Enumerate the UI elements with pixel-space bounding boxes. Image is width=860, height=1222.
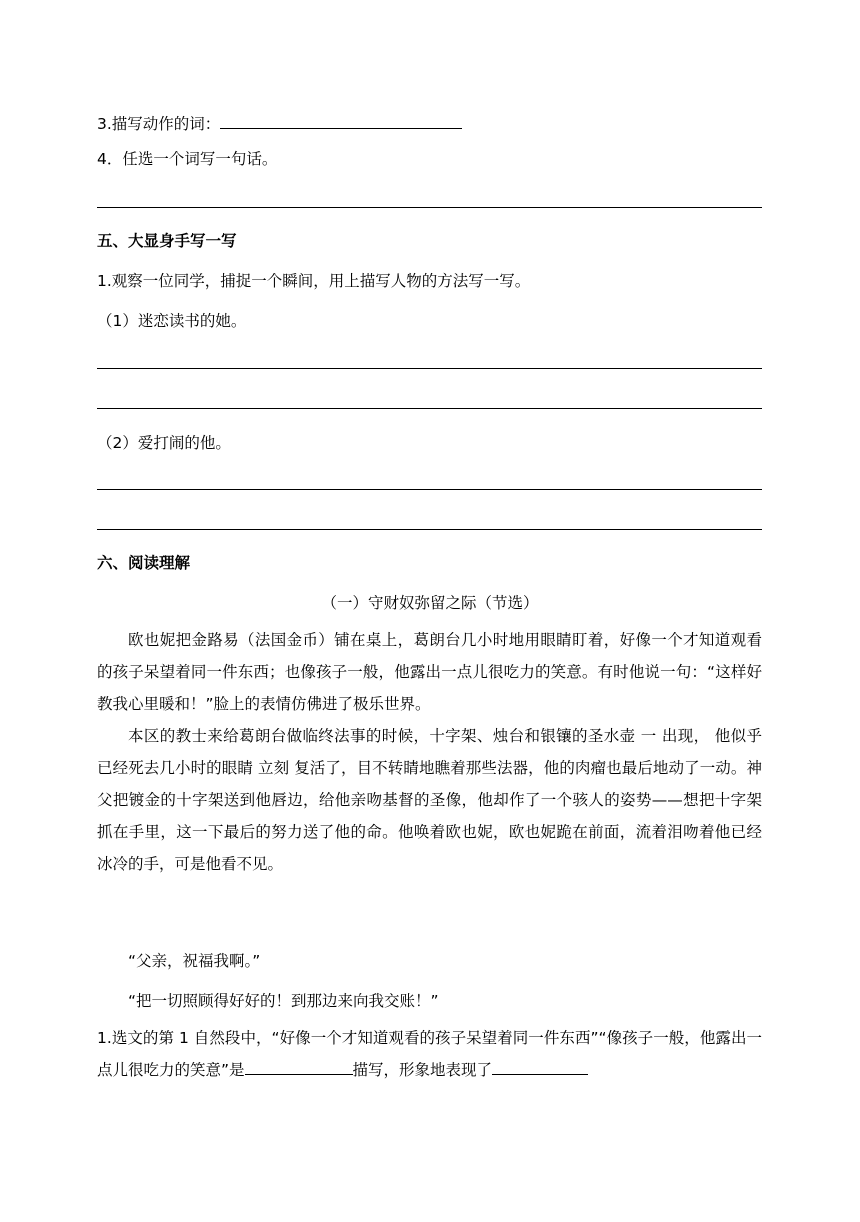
question-3-answer-blank[interactable] — [220, 110, 462, 129]
passage-paragraph-1: 欧也妮把金路易（法国金币）铺在桌上，葛朗台几小时地用眼睛盯着，好像一个才知道观看的孩子呆望着同一件东西；也像孩子一般，他露出一点儿很吃力的笑意。有时他说一句：“这样好教我心里暖和！”脸上的表情仿佛进了极乐世界。 — [97, 631, 762, 713]
question-3 — [97, 110, 462, 135]
reading-question-1-text-a: 1.选文的第 1 自然段中，“好像一个才知道观看的孩子呆望着同一件东西”“像孩子一般，他露出一点儿很吃力的笑意”是 — [97, 1029, 762, 1079]
item-1-answer-line-1[interactable] — [97, 368, 762, 369]
reading-question-1-blank-1[interactable] — [245, 1056, 353, 1075]
section-5-item-1: （1）迷恋读书的她。 — [97, 312, 247, 330]
reading-question-1-blank-2[interactable] — [492, 1056, 588, 1075]
reading-question-1-text-b: 描写，形象地表现了 — [352, 1061, 493, 1079]
question-4 — [97, 148, 277, 170]
item-1-answer-line-2[interactable] — [97, 408, 762, 409]
passage-paragraph-4: “把一切照顾得好好的！到那边来向我交账！” — [128, 992, 439, 1010]
section-6-heading: 六、阅读理解 — [97, 554, 191, 572]
question-4-label: 4．任选一个词写一句话。 — [97, 150, 278, 168]
question-3-label: 3.描写动作的词： — [97, 115, 221, 133]
reading-question-1 — [97, 1022, 762, 1086]
passage-paragraph-2: 本区的教士来给葛朗台做临终法事的时候，十字架、烛台和银镶的圣水壶 一 出现， 他似乎 已经死去几小时的眼睛 立刻 复活了，目不转睛地瞧着那些法器，他的肉瘤也最后地动了一动。神父把镀金的十字架送到他唇边，给他亲吻基督的圣像，他却作了一个骇人的姿势——想把十字架抓在手里，这一下最后的努力送了他的命。他唤着欧也妮，欧也妮跪在前面，流着泪吻着他已经冰冷的手，可是他看不见。 — [97, 727, 762, 873]
item-2-answer-line-2[interactable] — [97, 529, 762, 530]
section-5-item-2: （2）爱打闹的他。 — [97, 434, 231, 452]
passage-title: （一）守财奴弥留之际（节选） — [321, 594, 539, 612]
question-4-answer-line[interactable] — [97, 207, 762, 208]
passage-paragraph-3: “父亲，祝福我啊。” — [128, 952, 261, 970]
section-5-question-1: 1.观察一位同学，捕捉一个瞬间，用上描写人物的方法写一写。 — [97, 272, 531, 290]
item-2-answer-line-1[interactable] — [97, 489, 762, 490]
section-5-heading: 五、大显身手写一写 — [97, 232, 237, 250]
